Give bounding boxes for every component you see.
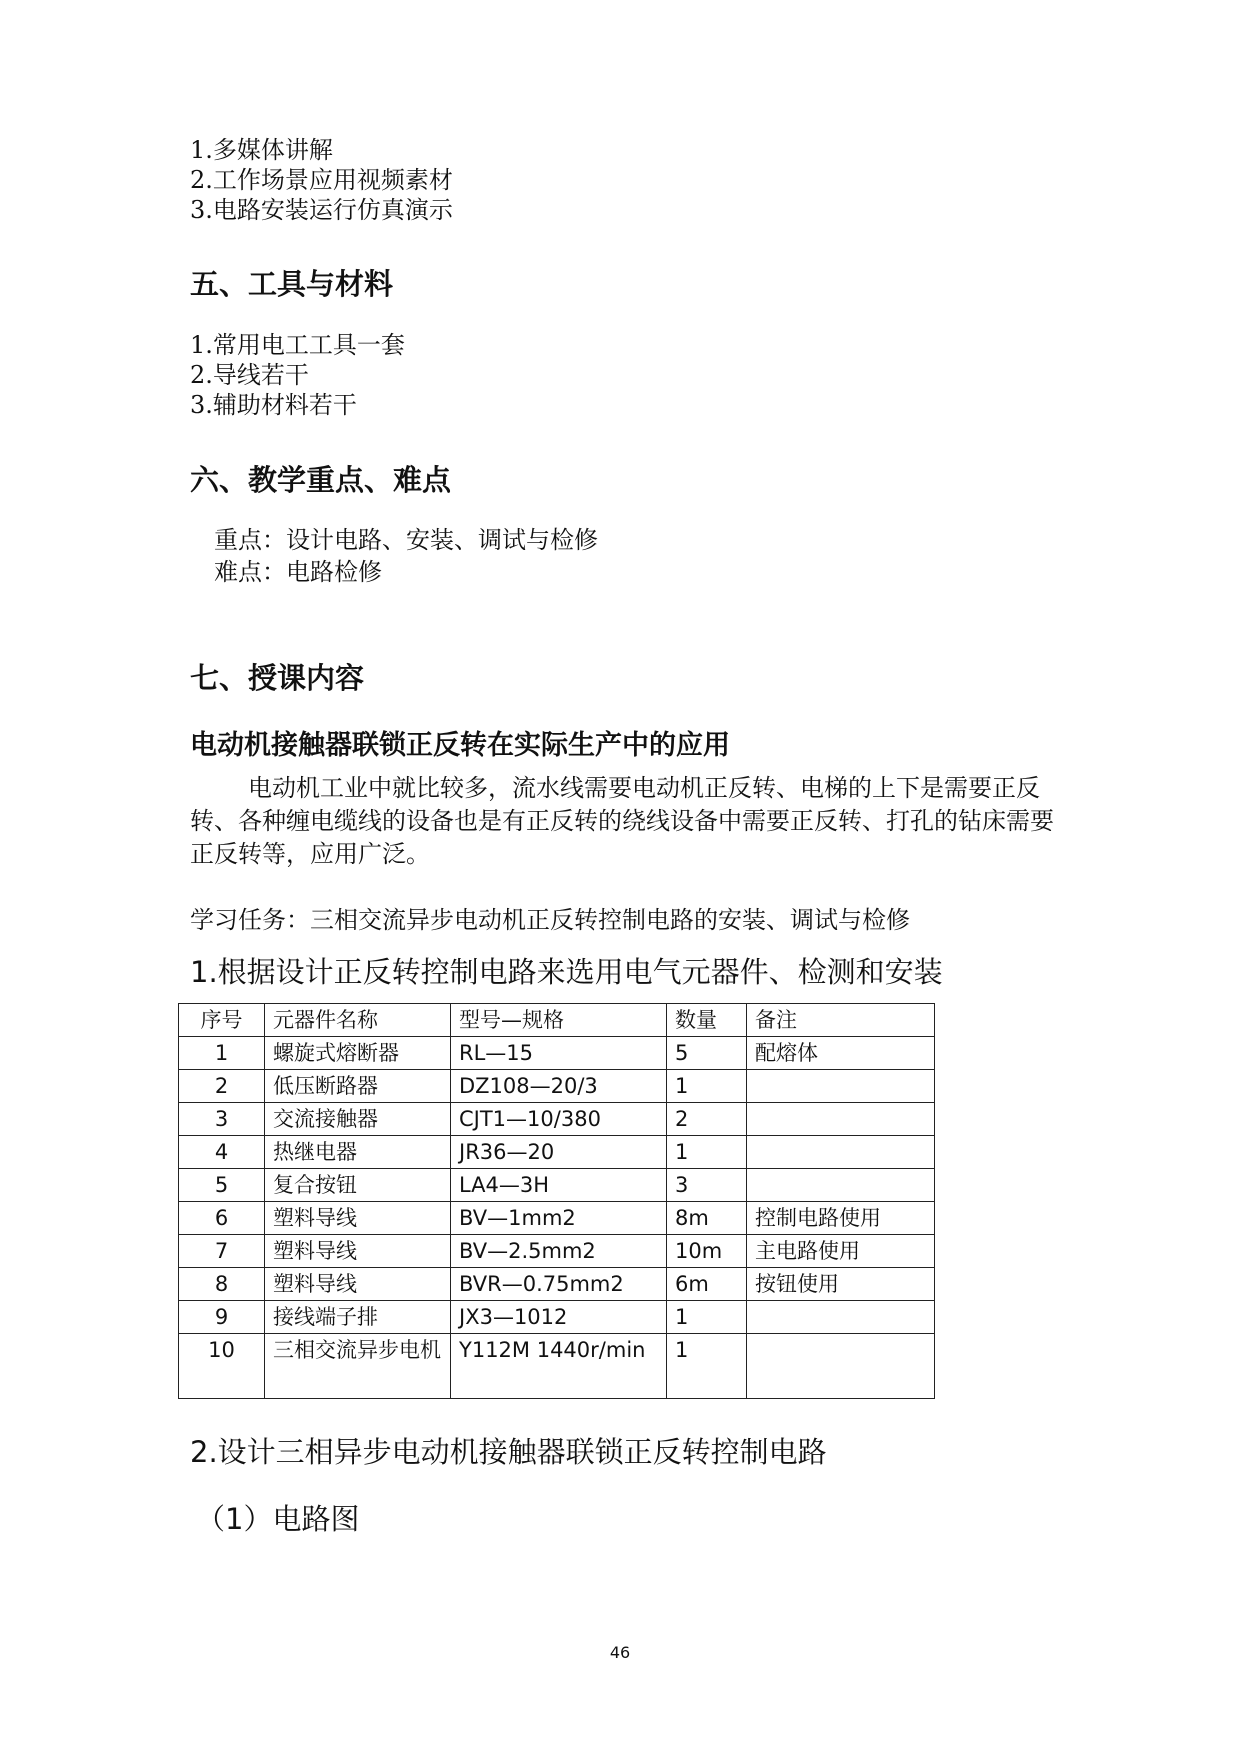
cell-name: 低压断路器 [265,1070,451,1103]
circuit-diagram-label: （1）电路图 [196,1502,360,1536]
cell-quantity: 1 [667,1070,747,1103]
cell-index: 7 [179,1235,265,1268]
cell-model: JR36—20 [451,1136,667,1169]
section-5-heading: 五、工具与材料 [190,267,394,301]
cell-name: 螺旋式熔断器 [265,1037,451,1070]
cell-name: 接线端子排 [265,1301,451,1334]
cell-remark [747,1070,935,1103]
cell-remark [747,1169,935,1202]
difficulty-text: 难点：电路检修 [214,558,382,586]
table-row [179,1334,935,1399]
header-quantity: 数量 [667,1004,747,1037]
cell-index: 1 [179,1037,265,1070]
cell-index: 5 [179,1169,265,1202]
cell-index: 2 [179,1070,265,1103]
step-1-heading: 1.根据设计正反转控制电路来选用电气元器件、检测和安装 [190,955,943,989]
cell-remark: 按钮使用 [747,1268,935,1301]
tool-item-3: 3.辅助材料若干 [190,391,357,419]
cell-model: DZ108—20/3 [451,1070,667,1103]
cell-quantity: 2 [667,1103,747,1136]
cell-index: 3 [179,1103,265,1136]
header-index: 序号 [179,1004,265,1037]
cell-model: BVR—0.75mm2 [451,1268,667,1301]
cell-quantity: 1 [667,1334,747,1399]
header-model: 型号—规格 [451,1004,667,1037]
cell-quantity: 8m [667,1202,747,1235]
table-row [179,1136,935,1169]
section-7-heading: 七、授课内容 [190,661,365,695]
table-row [179,1169,935,1202]
page-number: 46 [609,1643,631,1662]
cell-remark [747,1334,935,1399]
cell-quantity: 1 [667,1136,747,1169]
cell-model: CJT1—10/380 [451,1103,667,1136]
cell-name: 复合按钮 [265,1169,451,1202]
media-item-1: 1.多媒体讲解 [190,136,333,164]
table-row [179,1070,935,1103]
cell-name: 三相交流异步电机 [265,1334,451,1399]
cell-name: 交流接触器 [265,1103,451,1136]
cell-index: 10 [179,1334,265,1399]
table-row [179,1235,935,1268]
cell-model: RL—15 [451,1037,667,1070]
table-row [179,1301,935,1334]
cell-name: 塑料导线 [265,1268,451,1301]
cell-remark [747,1103,935,1136]
cell-remark [747,1136,935,1169]
table-header-row [179,1004,935,1037]
media-item-3: 3.电路安装运行仿真演示 [190,196,453,224]
cell-remark: 控制电路使用 [747,1202,935,1235]
header-name: 元器件名称 [265,1004,451,1037]
table-row [179,1268,935,1301]
cell-remark [747,1301,935,1334]
cell-index: 6 [179,1202,265,1235]
key-point-text: 重点：设计电路、安装、调试与检修 [214,526,598,554]
learning-task: 学习任务：三相交流异步电动机正反转控制电路的安装、调试与检修 [190,906,910,934]
media-item-2: 2.工作场景应用视频素材 [190,166,453,194]
application-paragraph: 电动机工业中就比较多，流水线需要电动机正反转、电梯的上下是需要正反转、各种缠电缆线的设备也是有正反转的绕线设备中需要正反转、打孔的钻床需要正反转等，应用广泛。 [190,774,1054,868]
cell-quantity: 6m [667,1268,747,1301]
cell-index: 8 [179,1268,265,1301]
cell-remark: 主电路使用 [747,1235,935,1268]
table-row [179,1103,935,1136]
table-row [179,1202,935,1235]
cell-remark: 配熔体 [747,1037,935,1070]
tool-item-1: 1.常用电工工具一套 [190,331,405,359]
cell-model: LA4—3H [451,1169,667,1202]
tool-item-2: 2.导线若干 [190,361,309,389]
step-2-heading: 2.设计三相异步电动机接触器联锁正反转控制电路 [190,1435,827,1469]
cell-name: 塑料导线 [265,1202,451,1235]
cell-name: 塑料导线 [265,1235,451,1268]
header-remark: 备注 [747,1004,935,1037]
cell-quantity: 10m [667,1235,747,1268]
cell-index: 9 [179,1301,265,1334]
cell-model: JX3—1012 [451,1301,667,1334]
cell-index: 4 [179,1136,265,1169]
cell-quantity: 3 [667,1169,747,1202]
cell-model: BV—1mm2 [451,1202,667,1235]
cell-model: BV—2.5mm2 [451,1235,667,1268]
cell-name: 热继电器 [265,1136,451,1169]
cell-quantity: 1 [667,1301,747,1334]
section-6-heading: 六、教学重点、难点 [190,463,452,497]
table-body [179,1037,935,1399]
table-row [179,1037,935,1070]
cell-quantity: 5 [667,1037,747,1070]
section-7-subtitle: 电动机接触器联锁正反转在实际生产中的应用 [190,730,730,761]
cell-model: Y112M 1440r/min [451,1334,667,1399]
components-table [178,1003,935,1399]
